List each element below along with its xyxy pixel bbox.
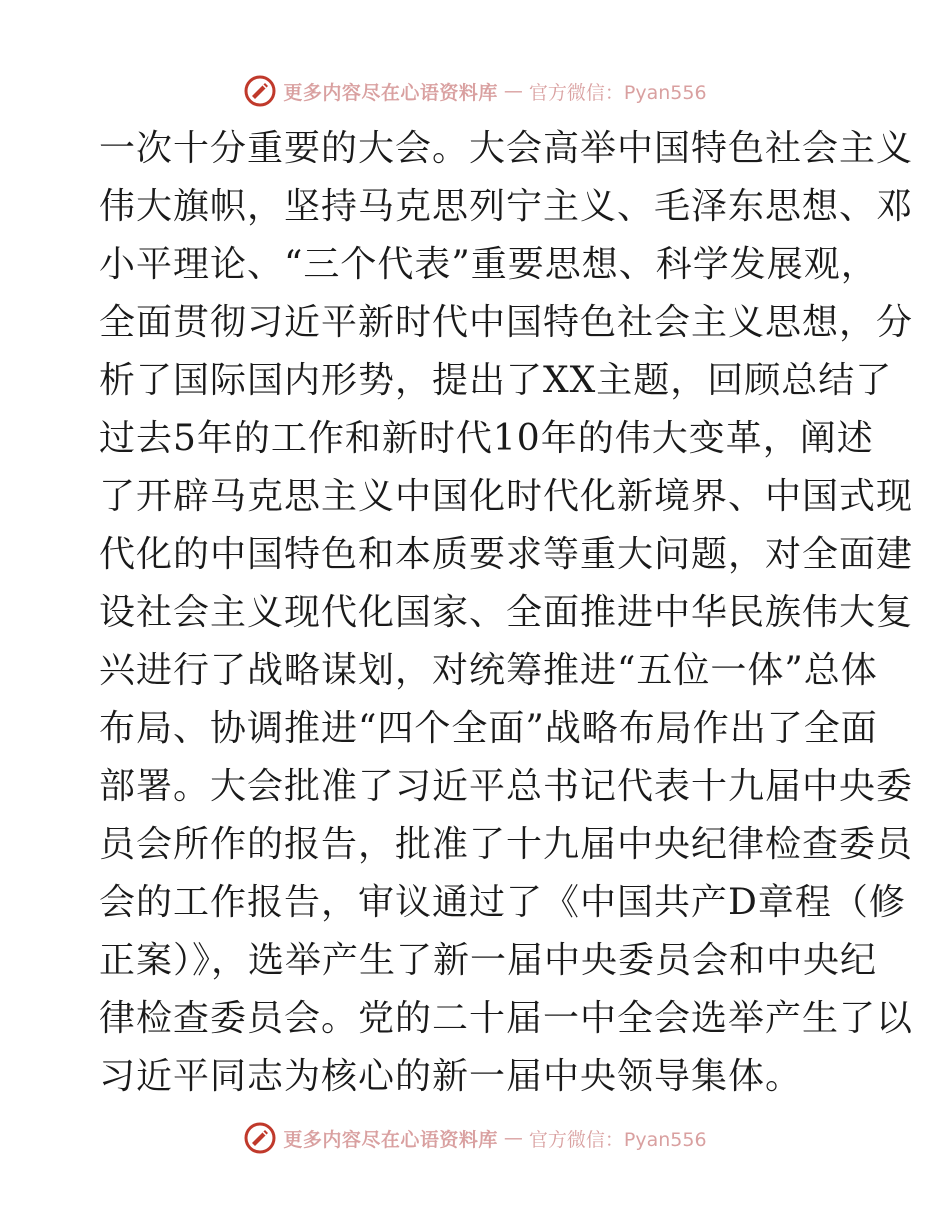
body-line: 部署。大会批准了习近平总书记代表十九届中央委 <box>99 766 914 807</box>
body-line: 一次十分重要的大会。大会高举中国特色社会主义 <box>99 128 914 169</box>
body-line: 会的工作报告，审议通过了《中国共产D章程（修 <box>99 882 906 923</box>
footer-watermark <box>0 1120 950 1156</box>
body-line: 伟大旗帜，坚持马克思列宁主义、毛泽东思想、邓 <box>99 186 914 227</box>
watermark-wechat: 官方微信：Pyan556 <box>528 81 707 104</box>
body-line: 员会所作的报告，批准了十九届中央纪律检查委员 <box>99 824 914 865</box>
watermark-dash: — <box>503 80 523 102</box>
logo-icon <box>243 1121 277 1155</box>
watermark-site-name: 更多内容尽在心语资料库 <box>283 1128 498 1151</box>
body-line: 兴进行了战略谋划，对统筹推进“五位一体”总体 <box>99 650 878 691</box>
watermark-wechat: 官方微信：Pyan556 <box>528 1128 707 1151</box>
body-line: 代化的中国特色和本质要求等重大问题，对全面建 <box>99 534 914 575</box>
watermark-dash: — <box>503 1127 523 1149</box>
header-watermark <box>0 73 950 109</box>
watermark-site-name: 更多内容尽在心语资料库 <box>283 81 498 104</box>
body-line: 全面贯彻习近平新时代中国特色社会主义思想，分 <box>99 302 914 343</box>
body-line: 习近平同志为核心的新一届中央领导集体。 <box>99 1056 803 1097</box>
body-line: 律检查委员会。党的二十届一中全会选举产生了以 <box>99 998 914 1039</box>
body-line: 布局、协调推进“四个全面”战略布局作出了全面 <box>99 708 878 749</box>
body-line: 过去5年的工作和新时代10年的伟大变革，阐述 <box>99 418 874 459</box>
body-line: 析了国际国内形势，提出了XX主题，回顾总结了 <box>99 360 893 401</box>
logo-icon <box>243 74 277 108</box>
body-line: 小平理论、“三个代表”重要思想、科学发展观， <box>99 244 878 285</box>
document-body <box>99 120 914 1106</box>
body-line: 正案）》，选举产生了新一届中央委员会和中央纪 <box>99 940 878 981</box>
body-line: 设社会主义现代化国家、全面推进中华民族伟大复 <box>99 592 914 633</box>
body-line: 了开辟马克思主义中国化时代化新境界、中国式现 <box>99 476 914 517</box>
